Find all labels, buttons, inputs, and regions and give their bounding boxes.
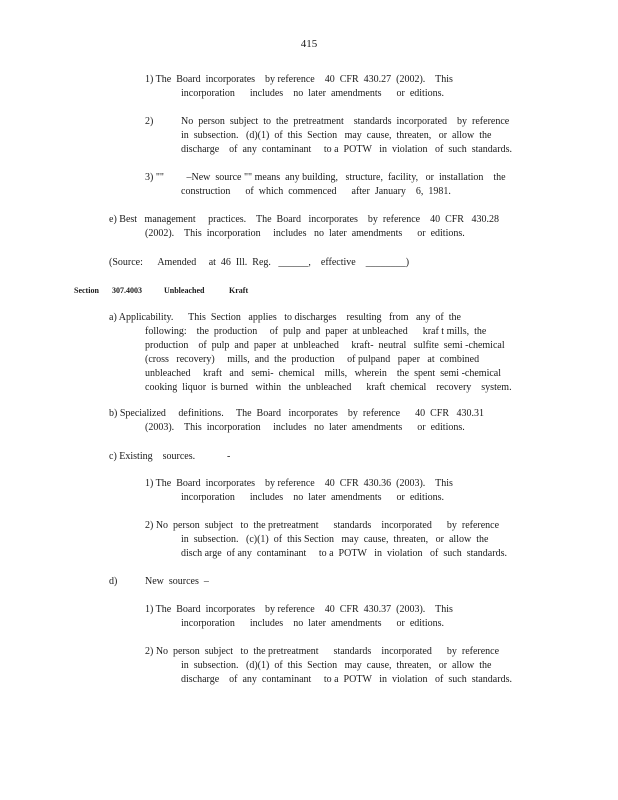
paragraph-d2-line: in subsection. (d)(1) of this Section may cause, threaten, or allow the <box>181 130 492 141</box>
paragraph-d2-line: discharge of any contaminant to a POTW in violation of such standards. <box>181 144 512 155</box>
paragraph-c2-line: 2) No person subject to the pretreatment standards incorporated by reference <box>145 520 500 531</box>
paragraph-a-line: unbleached kraft and semi- chemical mills, wherein the spent semi -chemical <box>145 368 501 379</box>
paragraph-c2-line: in subsection. (c)(1) of this Section may cause, threaten, or allow the <box>181 534 489 545</box>
paragraph-dd1-line: incorporation includes no later amendments or editions. <box>181 618 444 629</box>
section-title-word: Kraft <box>229 286 249 295</box>
section-title-word: Unbleached <box>164 286 205 295</box>
paragraph-c-dash: - <box>227 451 231 462</box>
section-label: Section <box>74 286 99 295</box>
paragraph-d1-line: incorporation includes no later amendments or editions. <box>181 88 444 99</box>
section-number: 307.4003 <box>112 286 142 295</box>
paragraph-dd1-line: 1) The Board incorporates by reference 40 CFR 430.37 (2003). This <box>145 604 453 615</box>
paragraph-dd2-line: discharge of any contaminant to a POTW in violation of such standards. <box>181 674 512 685</box>
paragraph-e-line: (2002). This incorporation includes no later amendments or editions. <box>145 228 465 239</box>
source-note: (Source: Amended at 46 Ill. Reg. ______, effective ________) <box>109 257 410 268</box>
paragraph-a-line: production of pulp and paper at unbleached kraft- neutral sulfite semi -chemical <box>145 340 505 351</box>
paragraph-d3-line: construction of which commenced after January 6, 1981. <box>181 186 451 197</box>
paragraph-e-line: e) Best management practices. The Board incorporates by reference 40 CFR 430.28 <box>109 214 499 225</box>
paragraph-c1-line: 1) The Board incorporates by reference 40 CFR 430.36 (2003). This <box>145 478 453 489</box>
paragraph-a-line: cooking liquor is burned within the unbleached kraft chemical recovery system. <box>145 382 512 393</box>
paragraph-dd2-line: 2) No person subject to the pretreatment standards incorporated by reference <box>145 646 500 657</box>
paragraph-dd2-line: in subsection. (d)(1) of this Section may cause, threaten, or allow the <box>181 660 492 671</box>
paragraph-b-line: (2003). This incorporation includes no later amendments or editions. <box>145 422 465 433</box>
paragraph-d3-line: 3) "" –New source "" means any building, structure, facility, or installation the <box>145 172 506 183</box>
paragraph-a-line: following: the production of pulp and paper at unbleached kraf t mills, the <box>145 326 487 337</box>
paragraph-dd-marker: d) <box>109 576 118 587</box>
paragraph-a-line: (cross recovery) mills, and the production of pulpand paper at combined <box>145 354 480 365</box>
page-number: 415 <box>300 38 318 50</box>
paragraph-c-heading: c) Existing sources. <box>109 451 196 462</box>
paragraph-c2-line: disch arge of any contaminant to a POTW in violation of such standards. <box>181 548 507 559</box>
paragraph-b-line: b) Specialized definitions. The Board incorporates by reference 40 CFR 430.31 <box>109 408 485 419</box>
paragraph-dd-heading: New sources – <box>145 576 209 587</box>
paragraph-a-line: a) Applicability. This Section applies to discharges resulting from any of the <box>109 312 461 323</box>
paragraph-c1-line: incorporation includes no later amendments or editions. <box>181 492 444 503</box>
paragraph-d1-line: 1) The Board incorporates by reference 40 CFR 430.27 (2002). This <box>145 74 453 85</box>
paragraph-d2-marker: 2) <box>145 116 154 127</box>
paragraph-d2-line: No person subject to the pretreatment standards incorporated by reference <box>181 116 510 127</box>
